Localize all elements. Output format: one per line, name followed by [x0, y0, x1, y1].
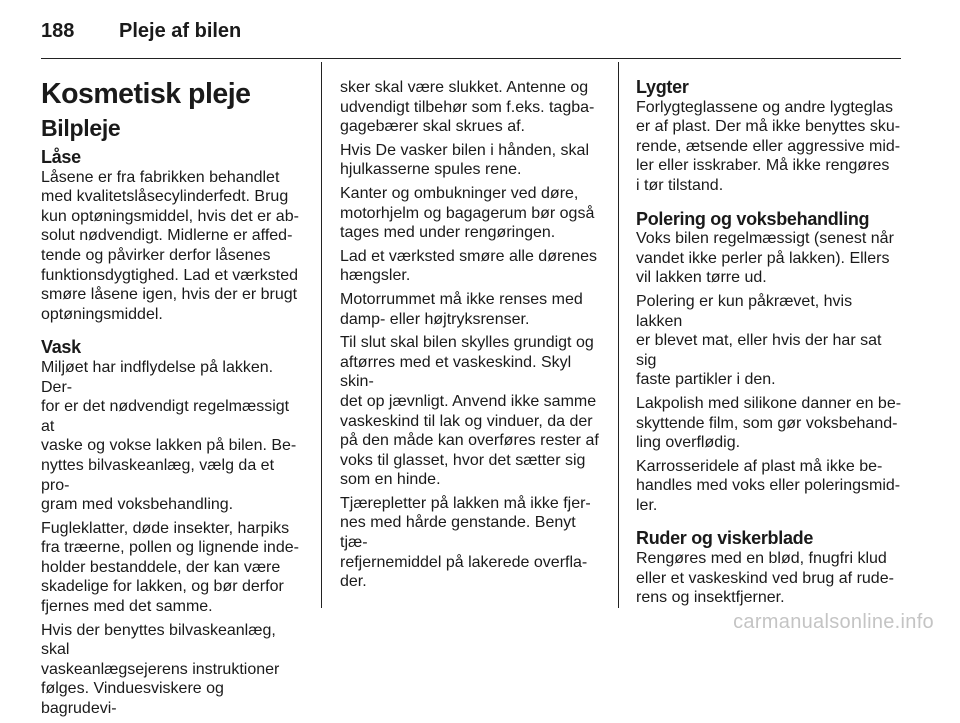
column-3 — [636, 78, 902, 612]
hinges-paragraph: Lad et værksted smøre alle dørenes hængsler. — [340, 247, 597, 285]
wash-paragraph-3: Hvis der benyttes bilvaskeanlæg, skal vaskeanlægsejerens instruktioner følges. Vinduesviskere og bagrudevi- — [41, 621, 280, 718]
column-2 — [340, 78, 602, 596]
wash-paragraph-4: sker skal være slukket. Antenne og udvendigt tilbehør som f.eks. tagba- gagebærer skal skrues af. — [340, 79, 595, 136]
locks-heading: Låse — [41, 147, 81, 167]
engine-bay-paragraph: Motorrummet må ikke renses med damp- eller højtryksrenser. — [340, 290, 583, 328]
column-1 — [41, 78, 303, 723]
polish-paragraph-4: Karrosseridele af plast må ikke be- handles med voks eller poleringsmid- ler. — [636, 457, 901, 514]
rinse-paragraph: Til slut skal bilen skylles grundigt og aftørres med et vaskeskind. Skyl skin- det op jævnligt. Anvend ikke samme vaskeskind til lak og vinduer, da der på den måde kan overføres rester af voks til glasset, hvor det sætter sig som en hinde. — [340, 334, 599, 489]
section-title: Pleje af bilen — [119, 20, 242, 42]
column-divider-2 — [618, 62, 619, 608]
subsection-title: Bilpleje — [41, 115, 121, 141]
wash-paragraph-1: Miljøet har indflydelse på lakken. Der- for er det nødvendigt regelmæssigt at vaske og vokse lakken på bilen. Be- nyttes bilvaskeanlæg, vælg da et pro- gram med voksbehandling. — [41, 358, 297, 514]
edges-paragraph: Kanter og ombukninger ved døre, motorhjelm og bagagerum bør også tages med under rengøringen. — [340, 184, 595, 242]
lights-paragraph: Forlygteglassene og andre lygteglas er af plast. Der må ikke benyttes sku- rende, ætsende eller aggressive mid- ler eller isskraber. Må ikke rengøres i tør tilstand. — [636, 98, 901, 194]
page-header — [41, 20, 241, 43]
page-title: Kosmetisk pleje — [41, 78, 251, 110]
page-number: 188 — [41, 20, 75, 42]
column-divider-1 — [321, 62, 322, 608]
wash-paragraph-2: Fugleklatter, døde insekter, harpiks fra træerne, pollen og lignende inde- holder bestanddele, der kan være skadelige for lakken, og bør derfor fjernes med det samme. — [41, 519, 299, 616]
wipers-heading: Ruder og viskerblade — [636, 528, 814, 549]
hand-wash-paragraph: Hvis De vasker bilen i hånden, skal hjulkasserne spules rene. — [340, 141, 590, 179]
locks-paragraph: Låsene er fra fabrikken behandlet med kvalitetslåsecylinderfedt. Brug kun optøningsmiddel, hvis det er ab- solut nødvendigt. Midlerne er affed- tende og påvirker derfor låsenes funktionsdygtighed. Lad et værksted smøre låsene igen, hvis der er brugt optøningsmiddel. — [41, 168, 299, 323]
watermark: carmanualsonline.info — [733, 611, 934, 633]
polish-paragraph-1: Voks bilen regelmæssigt (senest når vandet ikke perler på lakken). Ellers vil lakken tørre ud. — [636, 230, 894, 287]
wipers-paragraph: Rengøres med en blød, fnugfri klud eller et vaskeskind ved brug af rude- rens og insektfjerner. — [636, 550, 894, 607]
polish-heading: Polering og voksbehandling — [636, 208, 870, 229]
header-rule — [41, 58, 901, 59]
polish-paragraph-3: Lakpolish med silikone danner en be- skyttende film, som gør voksbehand- ling overflødig. — [636, 394, 902, 452]
tar-paragraph: Tjærepletter på lakken må ikke fjer- nes med hårde genstande. Benyt tjæ- refjernemiddel på lakerede overfla- der. — [340, 494, 591, 591]
wash-heading: Vask — [41, 337, 81, 358]
lights-heading: Lygter — [636, 77, 689, 97]
polish-paragraph-2: Polering er kun påkrævet, hvis lakken er blevet mat, eller hvis der har sat sig faste partikler i den. — [636, 292, 882, 389]
